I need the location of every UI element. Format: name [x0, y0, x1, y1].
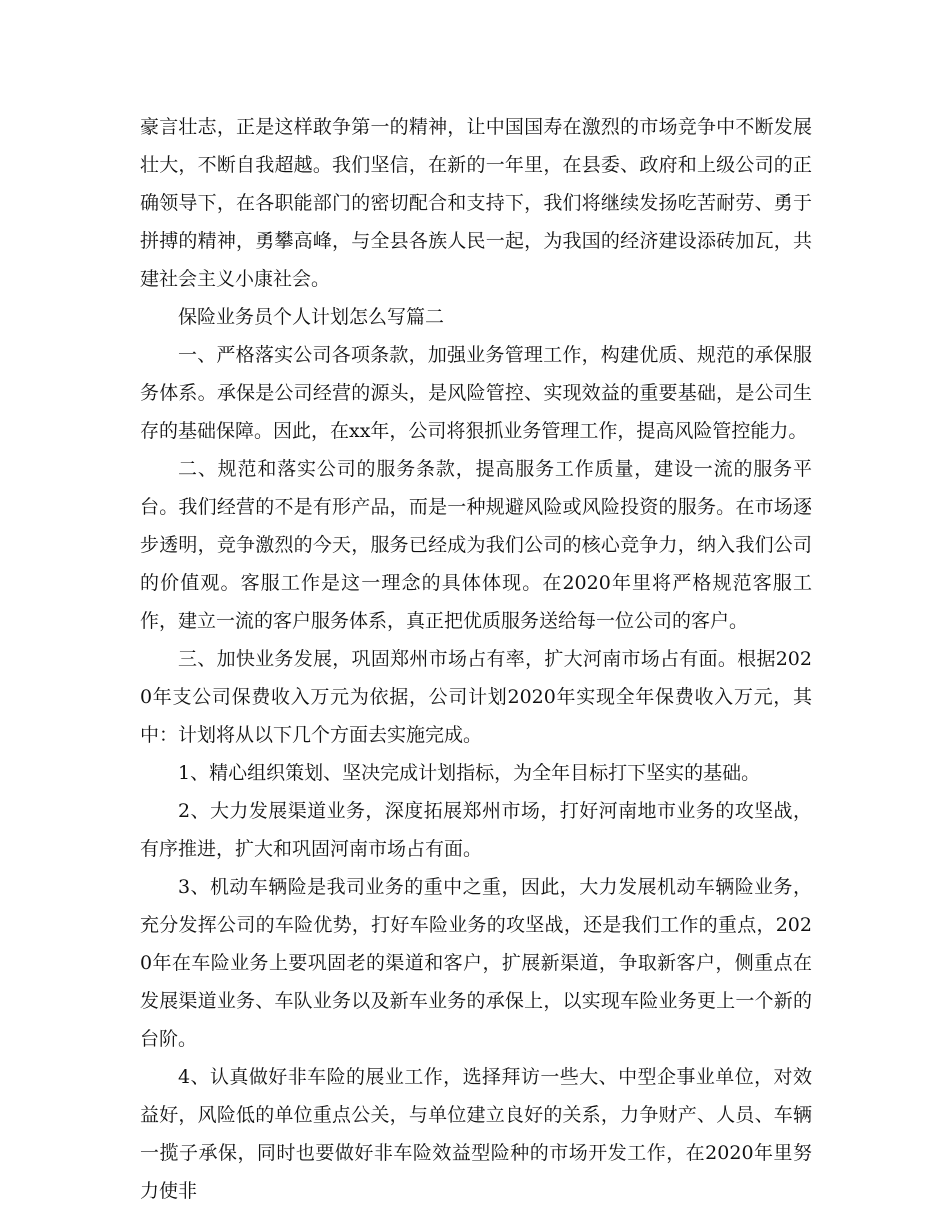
- paragraph-item-one: 一、严格落实公司各项条款，加强业务管理工作，构建优质、规范的承保服务体系。承保是公司经营的源头，是风险管控、实现效益的重要基础，是公司生存的基础保障。因此，在xx年，公司将狠抓业务管理工作，提高风险管控能力。: [140, 344, 812, 442]
- paragraph-item-three: 三、加快业务发展，巩固郑州市场占有率，扩大河南市场占有面。根据2020年支公司保费收入万元为依据，公司计划2020年实现全年保费收入万元，其中：计划将从以下几个方面去实施完成。: [140, 648, 812, 746]
- document-body: [140, 108, 812, 1210]
- paragraph-sub-item-2: 2、大力发展渠道业务，深度拓展郑州市场，打好河南地市业务的攻坚战，有序推进，扩大和巩固河南市场占有面。: [140, 800, 812, 860]
- paragraph-sub-item-1: 1、精心组织策划、坚决完成计划指标，为全年目标打下坚实的基础。: [178, 762, 761, 784]
- paragraph-sub-item-4: 4、认真做好非车险的展业工作，选择拜访一些大、中型企事业单位，对效益好，风险低的单位重点公关，与单位建立良好的关系，力争财产、人员、车辆一揽子承保，同时也要做好非车险效益型险种的市场开发工作，在2020年里努力使非: [140, 1066, 812, 1202]
- paragraph-item-two: 二、规范和落实公司的服务条款，提高服务工作质量，建设一流的服务平台。我们经营的不是有形产品，而是一种规避风险或风险投资的服务。在市场逐步透明，竞争激烈的今天，服务已经成为我们公司的核心竞争力，纳入我们公司的价值观。客服工作是这一理念的具体体现。在2020年里将严格规范客服工作，建立一流的客户服务体系，真正把优质服务送给每一位公司的客户。: [140, 458, 812, 632]
- section-heading: 保险业务员个人计划怎么写篇二: [178, 306, 445, 328]
- paragraph-continuation: 豪言壮志，正是这样敢争第一的精神，让中国国寿在激烈的市场竞争中不断发展壮大，不断自我超越。我们坚信，在新的一年里，在县委、政府和上级公司的正确领导下，在各职能部门的密切配合和支持下，我们将继续发扬吃苦耐劳、勇于拼搏的精神，勇攀高峰，与全县各族人民一起，为我国的经济建设添砖加瓦，共建社会主义小康社会。: [140, 116, 812, 290]
- paragraph-sub-item-3: 3、机动车辆险是我司业务的重中之重，因此，大力发展机动车辆险业务，充分发挥公司的车险优势，打好车险业务的攻坚战，还是我们工作的重点，2020年在车险业务上要巩固老的渠道和客户，扩展新渠道，争取新客户，侧重点在发展渠道业务、车队业务以及新车业务的承保上，以实现车险业务更上一个新的台阶。: [140, 876, 812, 1050]
